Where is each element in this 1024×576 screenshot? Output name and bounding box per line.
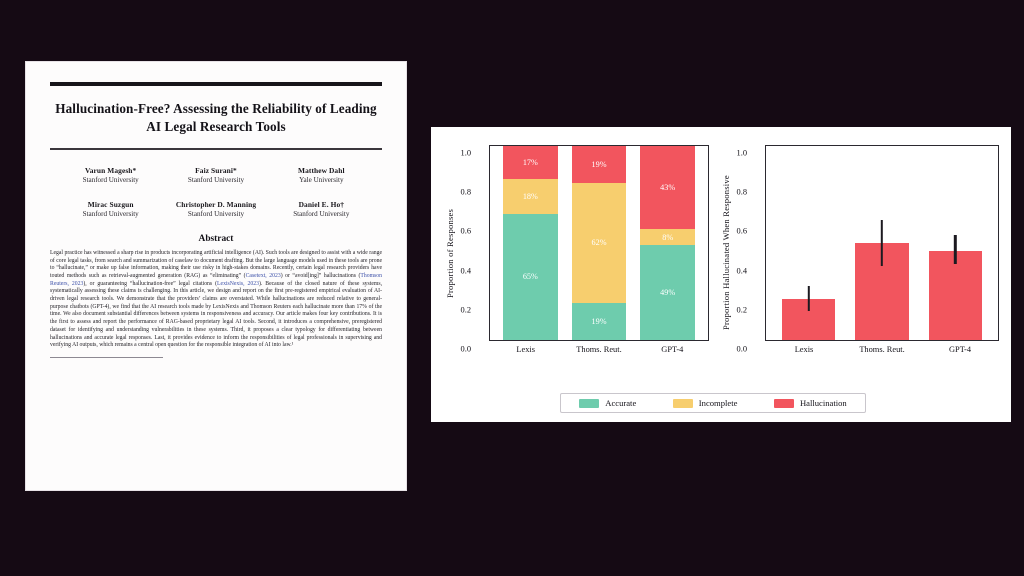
y-axis-tick: 0.2: [460, 305, 471, 315]
x-axis-tick: Lexis: [516, 345, 535, 354]
stacked-bar[interactable]: [503, 146, 558, 340]
author-entry: [163, 200, 268, 218]
stacked-bar-segment[interactable]: 19%: [572, 146, 627, 183]
x-axis-tick: Lexis: [794, 345, 814, 354]
authors-row-2: [50, 200, 382, 218]
legend-swatch-incomplete: [673, 399, 693, 408]
x-axis-tick: Thoms. Reut.: [859, 345, 905, 354]
footnote-rule: [50, 357, 163, 358]
y-axis-tick: 0.0: [460, 344, 471, 354]
chart-legend: [560, 393, 866, 413]
author-entry: [269, 200, 374, 218]
plot-area-right: [765, 145, 999, 341]
stacked-bar-segment[interactable]: 62%: [572, 183, 627, 303]
plot-wrapper-right: [765, 145, 999, 341]
stacked-bar-segment[interactable]: 49%: [640, 245, 695, 340]
legend-item[interactable]: [673, 398, 738, 408]
y-axis-tick: 0.0: [736, 344, 747, 354]
legend-swatch-hallucination: [774, 399, 794, 408]
y-axis-ticks-left: [437, 145, 477, 354]
author-affiliation: Stanford University: [82, 175, 139, 184]
author-affiliation: Stanford University: [187, 209, 245, 218]
author-affiliation: Stanford University: [293, 209, 350, 218]
figure-panel: [431, 127, 1011, 422]
y-axis-tick: 0.2: [736, 305, 747, 315]
stacked-bar-segment[interactable]: 8%: [640, 229, 695, 245]
error-bar: [954, 235, 956, 264]
stacked-bars-group: [490, 146, 708, 340]
author-entry: [163, 166, 268, 184]
citation-link[interactable]: LexisNexis, 2023: [217, 280, 259, 287]
legend-label: Accurate: [605, 398, 637, 408]
x-axis-ticks-right: [765, 345, 999, 363]
author-entry: [58, 166, 163, 184]
citation-link[interactable]: Thomson Reuters, 2023: [50, 273, 382, 287]
author-name: Matthew Dahl: [298, 165, 345, 175]
authors-row-1: [50, 166, 382, 184]
paper-preview-panel: [26, 62, 406, 490]
charts-row: [431, 127, 1011, 373]
y-axis-label-left: Proportion of Responses: [445, 208, 455, 298]
y-axis-tick: 0.8: [460, 187, 471, 197]
y-axis-tick: 0.6: [460, 226, 471, 236]
author-name: Faiz Surani*: [195, 165, 237, 175]
x-axis-tick: GPT-4: [948, 345, 972, 354]
legend-label: Hallucination: [799, 398, 847, 408]
abstract-heading: Abstract: [198, 233, 234, 244]
author-entry: [269, 166, 374, 184]
title-top-rule: [50, 82, 382, 86]
bars-group: [766, 146, 998, 340]
author-entry: [58, 200, 163, 218]
stacked-bar-segment[interactable]: 43%: [640, 146, 695, 229]
plot-wrapper-left: [489, 145, 709, 341]
stacked-bar-segment[interactable]: 17%: [503, 146, 558, 179]
error-bar: [881, 220, 883, 267]
y-axis-tick: 1.0: [736, 148, 747, 158]
x-axis-tick: GPT-4: [661, 345, 684, 354]
stacked-bar-segment[interactable]: 19%: [572, 303, 627, 340]
y-axis-tick: 0.4: [736, 266, 747, 276]
y-axis-ticks-right: [713, 145, 753, 354]
y-axis-tick: 0.8: [736, 187, 747, 197]
x-axis-ticks-left: [489, 345, 709, 363]
author-affiliation: Stanford University: [82, 209, 139, 218]
bar-column[interactable]: [855, 146, 908, 340]
legend-label: Incomplete: [698, 398, 738, 408]
stacked-bar[interactable]: [572, 146, 627, 340]
y-axis-tick: 1.0: [460, 148, 471, 158]
author-affiliation: Yale University: [299, 175, 344, 184]
stacked-bar[interactable]: [640, 146, 695, 340]
abstract-body: Legal practice has witnessed a sharp rise in products incorporating artificial intelligence (AI). Such tools are designed to assist with a wide range of core legal tasks, from search and summarization of caselaw to document drafting. But the large language models used in these tools are prone to “hallucinate,” or make up false information, making their use risky in high-stakes domains. Recently, certain legal research providers have touted methods such as retrieval-augmented generation (RAG) as “eliminating” (Casetext, 2023) or “avoid[ing]” hallucinations (Thomson Reuters, 2023), or guaranteeing “hallucination-free” legal citations (LexisNexis, 2023). Because of the closed nature of these systems, systematically assessing these claims is challenging. In this article, we design and report on the first pre-registered empirical evaluation of AI-driven legal research tools. We demonstrate that the providers’ claims are overstated. While hallucinations are reduced relative to general-purpose chatbots (GPT-4), we find that the AI research tools made by LexisNexis and Thomson Reuters each hallucinate more than 17% of the time. We also document substantial differences between systems in responsiveness and accuracy. Our article makes four key contributions. It is the first to assess and report the performance of RAG-based proprietary legal AI tools. Second, it introduces a comprehensive, preregistered dataset for identifying and understanding vulnerabilities in these systems. Third, it proposes a clear typology for differentiating between hallucinations and accurate legal responses. Last, it provides evidence to inform the responsibilities of legal professionals in supervising and verifying AI outputs, which remains a central open question for the responsible integration of AI into law.¹: [50, 249, 382, 349]
hallucination-rate-chart: [719, 137, 1001, 369]
plot-area-left: [489, 145, 709, 341]
stacked-bar-segment[interactable]: 65%: [503, 214, 558, 340]
author-affiliation: Stanford University: [187, 175, 245, 184]
y-axis-tick: 0.6: [736, 226, 747, 236]
legend-item[interactable]: [774, 398, 847, 408]
title-bottom-rule: [50, 148, 382, 150]
page-title: Hallucination-Free? Assessing the Reliability of Leading AI Legal Research Tools: [55, 101, 377, 135]
bar-column[interactable]: [782, 146, 835, 340]
author-name: Mirac Suzgun: [87, 199, 134, 209]
legend-item[interactable]: [579, 398, 636, 408]
stacked-bar-chart: [443, 137, 711, 369]
y-axis-tick: 0.4: [460, 266, 471, 276]
author-name: Christopher D. Manning: [175, 199, 257, 209]
stacked-bar-segment[interactable]: 18%: [503, 179, 558, 214]
citation-link[interactable]: Casetext, 2023: [245, 273, 281, 279]
legend-swatch-accurate: [579, 399, 599, 408]
author-name: Daniel E. Ho†: [298, 199, 345, 209]
error-bar: [807, 286, 809, 311]
y-axis-label-right: Proportion Hallucinated When Responsive: [721, 175, 731, 331]
bar-column[interactable]: [929, 146, 982, 340]
x-axis-tick: Thoms. Reut.: [576, 345, 622, 354]
author-name: Varun Magesh*: [84, 165, 137, 175]
